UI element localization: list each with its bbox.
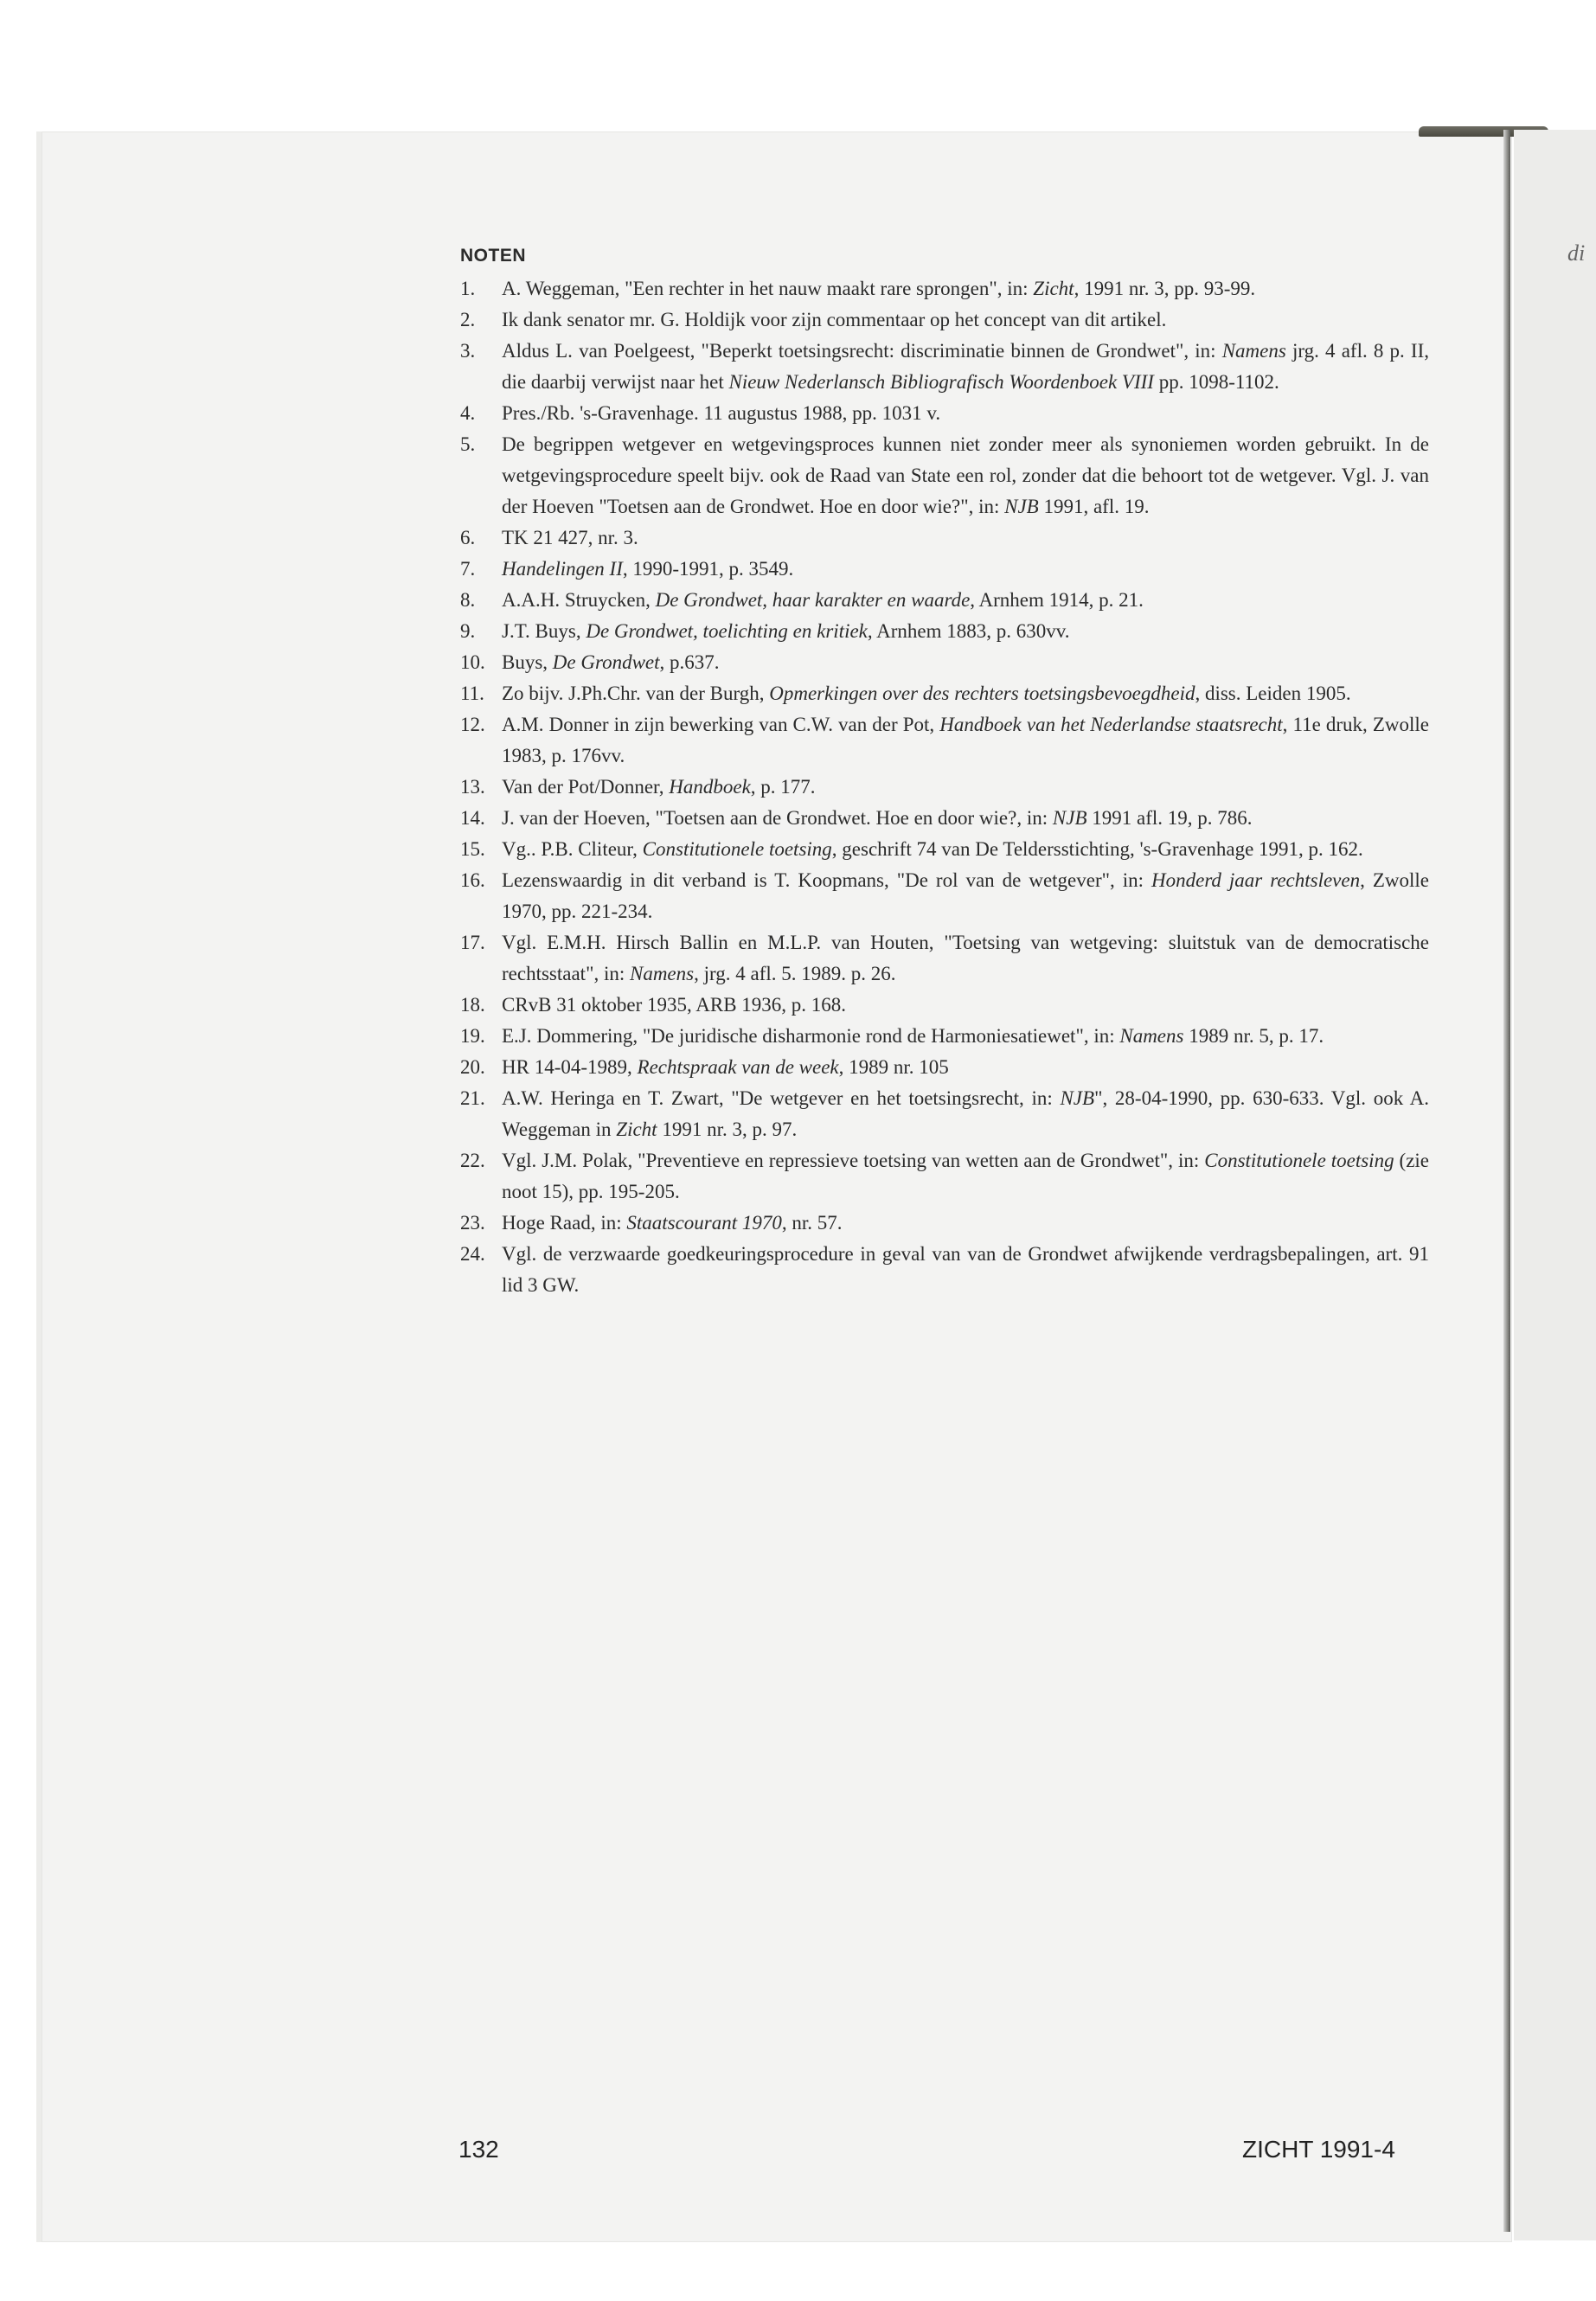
note-number: 4. — [460, 402, 476, 424]
note-text: A.A.H. Struycken, De Grondwet, haar karakter en waarde, Arnhem 1914, p. 21. — [502, 589, 1144, 611]
note-number: 10. — [460, 651, 485, 673]
note-text: TK 21 427, nr. 3. — [502, 527, 638, 548]
note-item — [460, 616, 1429, 647]
note-text: CRvB 31 oktober 1935, ARB 1936, p. 168. — [502, 994, 847, 1016]
note-number: 11. — [460, 683, 484, 704]
note-text: HR 14-04-1989, Rechtspraak van de week, 1989 nr. 105 — [502, 1056, 949, 1078]
note-number: 6. — [460, 527, 476, 548]
note-item — [460, 834, 1429, 865]
page-number: 132 — [458, 2136, 499, 2163]
note-text: Vgl. J.M. Polak, "Preventieve en repressieve toetsing van wetten aan de Grondwet", in: Constitutionele toetsing (zie noot 15), pp. 195-205. — [502, 1150, 1430, 1202]
note-text: A.M. Donner in zijn bewerking van C.W. van der Pot, Handboek van het Nederlandse staatsrecht, 11e druk, Zwolle 1983, p. 176vv. — [502, 714, 1429, 766]
note-text: Ik dank senator mr. G. Holdijk voor zijn commentaar op het concept van dit artikel. — [502, 309, 1167, 330]
note-item — [460, 647, 1429, 678]
note-text: Pres./Rb. 's-Gravenhage. 11 augustus 1988, pp. 1031 v. — [502, 402, 941, 424]
note-number: 13. — [460, 776, 485, 798]
note-text: Aldus L. van Poelgeest, "Beperkt toetsingsrecht: discriminatie binnen de Grondwet", in: Namens jrg. 4 afl. 8 p. II, die daarbij verwijst naar het Nieuw Nederlansch Bibliografisch Woordenboek VIII pp. 1098-1102. — [502, 340, 1430, 393]
note-item — [460, 1208, 1429, 1239]
note-item — [460, 554, 1429, 585]
note-text: Vg.. P.B. Cliteur, Constitutionele toetsing, geschrift 74 van De Teldersstichting, 's-Gravenhage 1991, p. 162. — [502, 838, 1363, 860]
note-text: A.W. Heringa en T. Zwart, "De wetgever en het toetsingsrecht, in: NJB", 28-04-1990, pp. 630-633. Vgl. ook A. Weggeman in Zicht 1991 nr. 3, p. 97. — [502, 1087, 1429, 1140]
note-number: 23. — [460, 1212, 485, 1234]
note-text: Lezenswaardig in dit verband is T. Koopmans, "De rol van de wetgever", in: Honderd jaar rechtsleven, Zwolle 1970, pp. 221-234. — [502, 869, 1429, 922]
page-edge — [1503, 130, 1510, 2232]
note-number: 17. — [460, 932, 485, 953]
note-text: A. Weggeman, "Een rechter in het nauw maakt rare sprongen", in: Zicht, 1991 nr. 3, pp. 93-99. — [502, 278, 1256, 299]
note-item — [460, 1239, 1429, 1301]
note-number: 2. — [460, 309, 476, 330]
note-number: 3. — [460, 340, 476, 362]
notes-list — [460, 273, 1429, 1301]
note-text: De begrippen wetgever en wetgevingsproces kunnen niet zonder meer als synoniemen worden gebruikt. In de wetgevingsprocedure speelt bijv. ook de Raad van State een rol, zonder dat die behoort tot de wetgever. Vgl. J. van der Hoeven "Toetsen aan de Grondwet. Hoe en door wie?", in: NJB 1991, afl. 19. — [502, 433, 1429, 517]
note-text: J. van der Hoeven, "Toetsen aan de Grondwet. Hoe en door wie?, in: NJB 1991 afl. 19, p. 786. — [502, 807, 1253, 829]
note-item — [460, 304, 1429, 336]
note-item — [460, 273, 1429, 304]
note-number: 15. — [460, 838, 485, 860]
note-item — [460, 709, 1429, 772]
note-number: 7. — [460, 558, 476, 580]
note-item — [460, 1021, 1429, 1052]
adjacent-page-text: di — [1567, 240, 1586, 266]
note-number: 14. — [460, 807, 485, 829]
note-number: 1. — [460, 278, 476, 299]
note-text: E.J. Dommering, "De juridische disharmonie rond de Harmoniesatiewet", in: Namens 1989 nr. 5, p. 17. — [502, 1025, 1324, 1047]
note-number: 5. — [460, 433, 476, 455]
note-item — [460, 398, 1429, 429]
note-text: Vgl. E.M.H. Hirsch Ballin en M.L.P. van Houten, "Toetsing van wetgeving: sluitstuk van de democratische rechtsstaat", in: Namens, jrg. 4 afl. 5. 1989. p. 26. — [502, 932, 1429, 984]
note-item — [460, 1145, 1429, 1208]
note-item — [460, 990, 1429, 1021]
notes-heading: NOTEN — [460, 246, 526, 266]
note-text: Buys, De Grondwet, p.637. — [502, 651, 720, 673]
note-text: Zo bijv. J.Ph.Chr. van der Burgh, Opmerkingen over des rechters toetsingsbevoegdheid, diss. Leiden 1905. — [502, 683, 1351, 704]
adjacent-page — [1514, 130, 1596, 2240]
note-item — [460, 772, 1429, 803]
note-number: 21. — [460, 1087, 485, 1109]
note-number: 20. — [460, 1056, 485, 1078]
note-text: Handelingen II, 1990-1991, p. 3549. — [502, 558, 794, 580]
note-number: 24. — [460, 1243, 485, 1265]
note-number: 16. — [460, 869, 485, 891]
note-item — [460, 865, 1429, 927]
journal-name: ZICHT 1991-4 — [1242, 2136, 1395, 2163]
note-item — [460, 1083, 1429, 1145]
note-item — [460, 522, 1429, 554]
note-number: 12. — [460, 714, 485, 735]
note-number: 22. — [460, 1150, 485, 1171]
note-number: 19. — [460, 1025, 485, 1047]
note-text: J.T. Buys, De Grondwet, toelichting en kritiek, Arnhem 1883, p. 630vv. — [502, 620, 1070, 642]
note-number: 9. — [460, 620, 476, 642]
note-item — [460, 927, 1429, 990]
notes-section — [460, 240, 1429, 1301]
note-item — [460, 1052, 1429, 1083]
note-item — [460, 336, 1429, 398]
note-item — [460, 803, 1429, 834]
note-item — [460, 678, 1429, 709]
note-number: 8. — [460, 589, 476, 611]
note-text: Hoge Raad, in: Staatscourant 1970, nr. 57. — [502, 1212, 843, 1234]
note-item — [460, 585, 1429, 616]
note-item — [460, 429, 1429, 522]
note-number: 18. — [460, 994, 485, 1016]
note-text: Van der Pot/Donner, Handboek, p. 177. — [502, 776, 816, 798]
note-text: Vgl. de verzwaarde goedkeuringsprocedure in geval van van de Grondwet afwijkende verdragsbepalingen, art. 91 lid 3 GW. — [502, 1243, 1429, 1296]
